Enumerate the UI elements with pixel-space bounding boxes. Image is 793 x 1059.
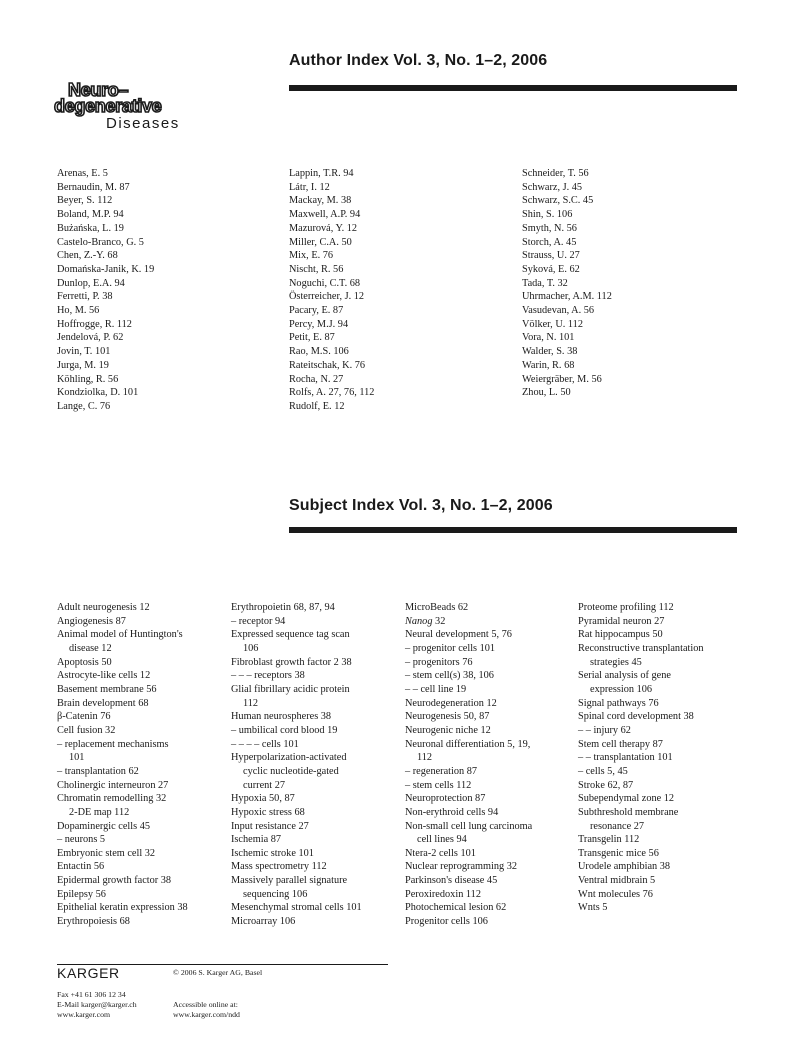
index-entry: Subthreshold membrane [578, 806, 679, 818]
index-entry: Urodele amphibian 38 [578, 861, 671, 873]
index-entry: – stem cells 112 [405, 779, 472, 791]
index-entry: Köhling, R. 56 [57, 373, 119, 385]
index-entry: Neuroprotection 87 [405, 793, 486, 805]
index-entry: Schwarz, J. 45 [522, 181, 583, 193]
index-entry: Wnt molecules 76 [578, 888, 653, 900]
index-entry: Erythropoietin 68, 87, 94 [231, 602, 335, 613]
access-url-link[interactable]: www.karger.com/ndd [173, 1010, 240, 1019]
index-entry: Brain development 68 [57, 697, 149, 709]
index-entry: Spinal cord development 38 [578, 711, 694, 723]
index-entry: Neural development 5, 76 [405, 629, 512, 641]
index-entry: Smyth, N. 56 [522, 222, 577, 234]
index-entry: Rocha, N. 27 [289, 373, 344, 385]
web-link[interactable]: www.karger.com [57, 1010, 111, 1019]
subject-index-rule [289, 527, 737, 533]
index-entry: 112 [417, 752, 433, 764]
index-entry: Ferretti, P. 38 [57, 291, 113, 303]
index-entry: Neurodegeneration 12 [405, 697, 497, 709]
index-entry: Serial analysis of gene [578, 670, 671, 682]
author-column-1 [57, 167, 154, 414]
index-entry: Entactin 56 [57, 861, 105, 873]
index-entry: Astrocyte-like cells 12 [57, 670, 151, 682]
index-entry: Adult neurogenesis 12 [57, 602, 150, 613]
index-entry: β-Catenin 76 [57, 711, 111, 723]
index-entry: – transplantation 62 [57, 765, 139, 777]
index-entry: Mass spectrometry 112 [231, 861, 327, 873]
index-entry: Photochemical lesion 62 [405, 902, 507, 914]
index-entry: Dopaminergic cells 45 [57, 820, 151, 832]
index-entry: Neurogenesis 50, 87 [405, 711, 490, 723]
index-entry: Arenas, E. 5 [57, 168, 108, 179]
index-entry: cyclic nucleotide-gated [243, 765, 339, 777]
index-entry: Petit, E. 87 [289, 332, 335, 344]
index-entry: Transgelin 112 [578, 834, 640, 846]
index-entry: Neurogenic niche 12 [405, 724, 491, 736]
index-entry: Epilepsy 56 [57, 888, 106, 900]
index-entry: – – injury 62 [578, 724, 631, 736]
index-entry: Glial fibrillary acidic protein [231, 683, 350, 695]
index-entry: Apoptosis 50 [57, 656, 112, 668]
index-entry: Progenitor cells 106 [405, 916, 488, 928]
index-entry: Peroxiredoxin 112 [405, 888, 481, 900]
index-entry: Jendelová, P. 62 [57, 332, 124, 344]
index-entry: current 27 [243, 779, 286, 791]
index-entry: 101 [69, 752, 85, 764]
index-entry: Animal model of Huntington's [57, 629, 183, 641]
index-entry: Reconstructive transplantation [578, 642, 704, 654]
index-entry: Pacary, E. 87 [289, 305, 344, 317]
index-entry: Proteome profiling 112 [578, 602, 674, 613]
index-entry: Rao, M.S. 106 [289, 346, 349, 358]
index-entry: Warin, R. 68 [522, 359, 575, 371]
index-entry: Fibroblast growth factor 2 38 [231, 656, 352, 668]
index-entry: Shin, S. 106 [522, 209, 573, 221]
fax-number: Fax +41 61 306 12 34 [57, 990, 126, 999]
index-entry: Boland, M.P. 94 [57, 209, 124, 221]
index-entry: Erythropoiesis 68 [57, 916, 130, 928]
index-entry: Strauss, U. 27 [522, 250, 580, 262]
index-entry: Österreicher, J. 12 [289, 291, 365, 303]
index-entry: Hypoxia 50, 87 [231, 793, 295, 805]
index-entry: Ho, M. 56 [57, 305, 100, 317]
index-entry: – progenitor cells 101 [405, 642, 496, 654]
index-entry: Embryonic stem cell 32 [57, 847, 156, 859]
index-entry: – neurons 5 [57, 834, 106, 846]
index-entry: Rolfs, A. 27, 76, 112 [289, 387, 375, 399]
index-entry: Lange, C. 76 [57, 400, 111, 412]
index-entry: disease 12 [69, 642, 112, 654]
index-entry: Ventral midbrain 5 [578, 875, 656, 887]
index-entry: Expressed sequence tag scan [231, 629, 350, 641]
index-entry: Bużańska, L. 19 [57, 222, 124, 234]
index-entry: Rateitschak, K. 76 [289, 359, 366, 371]
index-entry: Bernaudin, M. 87 [57, 181, 130, 193]
index-entry: – umbilical cord blood 19 [231, 724, 338, 736]
index-entry: Hyperpolarization-activated [231, 752, 347, 764]
index-entry: Microarray 106 [231, 916, 296, 928]
index-entry: 106 [243, 642, 259, 654]
author-column-3 [522, 167, 612, 400]
author-index-title: Author Index Vol. 3, No. 1–2, 2006 [289, 52, 548, 69]
index-entry: resonance 27 [590, 820, 645, 832]
index-entry: 2-DE map 112 [69, 806, 130, 818]
index-entry: Percy, M.J. 94 [289, 318, 349, 330]
index-entry: Chromatin remodelling 32 [57, 793, 167, 805]
index-entry: – receptor 94 [231, 615, 286, 627]
index-entry: Massively parallel signature [231, 875, 348, 887]
index-entry: Human neurospheres 38 [231, 711, 332, 723]
index-entry: – – – receptors 38 [231, 670, 305, 682]
journal-logo [54, 80, 204, 140]
index-entry: Miller, C.A. 50 [289, 236, 352, 248]
index-entry: Storch, A. 45 [522, 236, 577, 248]
index-entry: Kondziolka, D. 101 [57, 387, 139, 399]
index-entry: – cells 5, 45 [578, 765, 628, 777]
index-entry: Lappin, T.R. 94 [289, 168, 354, 179]
index-entry: Domańska-Janik, K. 19 [57, 263, 155, 275]
index-entry: Pyramidal neuron 27 [578, 615, 665, 627]
index-entry: Neuronal differentiation 5, 19, [405, 738, 531, 750]
index-entry: Dunlop, E.A. 94 [57, 277, 125, 289]
index-entry: Vasudevan, A. 56 [522, 305, 595, 317]
index-entry: – replacement mechanisms [57, 738, 169, 750]
index-entry: – – – – cells 101 [231, 738, 299, 750]
logo-line-1: Neuro– [68, 80, 129, 100]
index-entry: Rudolf, E. 12 [289, 400, 345, 412]
index-entry: Transgenic mice 56 [578, 847, 659, 859]
index-entry: Beyer, S. 112 [57, 195, 113, 207]
index-entry: Epithelial keratin expression 38 [57, 902, 188, 914]
subject-column-2 [231, 601, 362, 929]
subject-column-1 [57, 601, 188, 929]
index-entry: – – transplantation 101 [578, 752, 673, 764]
copyright: © 2006 S. Karger AG, Basel [173, 968, 263, 977]
index-entry: Tada, T. 32 [522, 277, 568, 289]
email-link[interactable]: E-Mail karger@karger.ch [57, 1000, 137, 1009]
index-entry: Cell fusion 32 [57, 724, 116, 736]
index-entry: cell lines 94 [417, 834, 467, 846]
index-entry: Noguchi, C.T. 68 [289, 277, 361, 289]
index-entry: Parkinson's disease 45 [405, 875, 498, 887]
index-entry: Nuclear reprogramming 32 [405, 861, 518, 873]
index-entry: Jurga, M. 19 [57, 359, 109, 371]
index-entry: strategies 45 [590, 656, 642, 668]
index-entry: Mackay, M. 38 [289, 195, 352, 207]
index-entry: Input resistance 27 [231, 820, 309, 832]
index-entry: Angiogenesis 87 [57, 615, 126, 627]
index-entry: Zhou, L. 50 [522, 387, 571, 399]
index-entry: Non-small cell lung carcinoma [405, 820, 533, 832]
index-entry: – regeneration 87 [405, 765, 478, 777]
index-entry: – – cell line 19 [405, 683, 467, 695]
index-entry: MicroBeads 62 [405, 602, 469, 613]
index-entry: expression 106 [590, 683, 653, 695]
index-entry: Rat hippocampus 50 [578, 629, 663, 641]
index-entry: – progenitors 76 [405, 656, 473, 668]
index-entry: Mesenchymal stromal cells 101 [231, 902, 362, 914]
index-entry: Hoffrogge, R. 112 [57, 318, 132, 330]
publisher-brand: KARGER [57, 965, 120, 981]
index-entry: Cholinergic interneuron 27 [57, 779, 169, 791]
index-entry: Nanog 32 [405, 615, 446, 627]
index-entry: Ischemia 87 [231, 834, 282, 846]
index-entry: Hypoxic stress 68 [231, 806, 305, 818]
index-entry: Maxwell, A.P. 94 [289, 209, 361, 221]
index-entry: Schwarz, S.C. 45 [522, 195, 594, 207]
index-entry: sequencing 106 [243, 888, 308, 900]
index-entry: Weiergräber, M. 56 [522, 373, 602, 385]
index-entry: Subependymal zone 12 [578, 793, 675, 805]
index-entry: Látr, I. 12 [289, 181, 330, 193]
author-index-rule [289, 85, 737, 91]
subject-column-4 [578, 601, 704, 915]
index-entry: Wnts 5 [578, 902, 608, 914]
subject-column-3 [405, 601, 532, 929]
index-entry: 112 [243, 697, 259, 709]
index-entry: Walder, S. 38 [522, 346, 578, 358]
index-entry: Ntera-2 cells 101 [405, 847, 476, 859]
index-entry: Ischemic stroke 101 [231, 847, 314, 859]
logo-line-3: Diseases [106, 115, 180, 132]
index-entry: Mazurová, Y. 12 [289, 222, 358, 234]
index-entry: Syková, E. 62 [522, 263, 580, 275]
logo-line-2: degenerative [54, 96, 162, 116]
index-entry: Chen, Z.-Y. 68 [57, 250, 118, 262]
index-entry: Basement membrane 56 [57, 683, 157, 695]
index-entry: Castelo-Branco, G. 5 [57, 236, 144, 248]
index-entry: Stem cell therapy 87 [578, 738, 663, 750]
index-entry: Non-erythroid cells 94 [405, 806, 499, 818]
index-entry: – stem cell(s) 38, 106 [405, 670, 494, 682]
index-entry: Jovin, T. 101 [57, 346, 111, 358]
index-entry: Nischt, R. 56 [289, 263, 344, 275]
index-entry: Stroke 62, 87 [578, 779, 634, 791]
access-label: Accessible online at: [173, 1000, 238, 1009]
index-entry: Völker, U. 112 [522, 318, 583, 330]
author-column-2 [289, 167, 374, 414]
index-entry: Vora, N. 101 [522, 332, 575, 344]
subject-index-title: Subject Index Vol. 3, No. 1–2, 2006 [289, 497, 553, 514]
index-entry: Schneider, T. 56 [522, 168, 589, 179]
index-entry: Epidermal growth factor 38 [57, 875, 172, 887]
index-entry: Mix, E. 76 [289, 250, 334, 262]
index-entry: Uhrmacher, A.M. 112 [522, 291, 612, 303]
index-entry: Signal pathways 76 [578, 697, 659, 709]
